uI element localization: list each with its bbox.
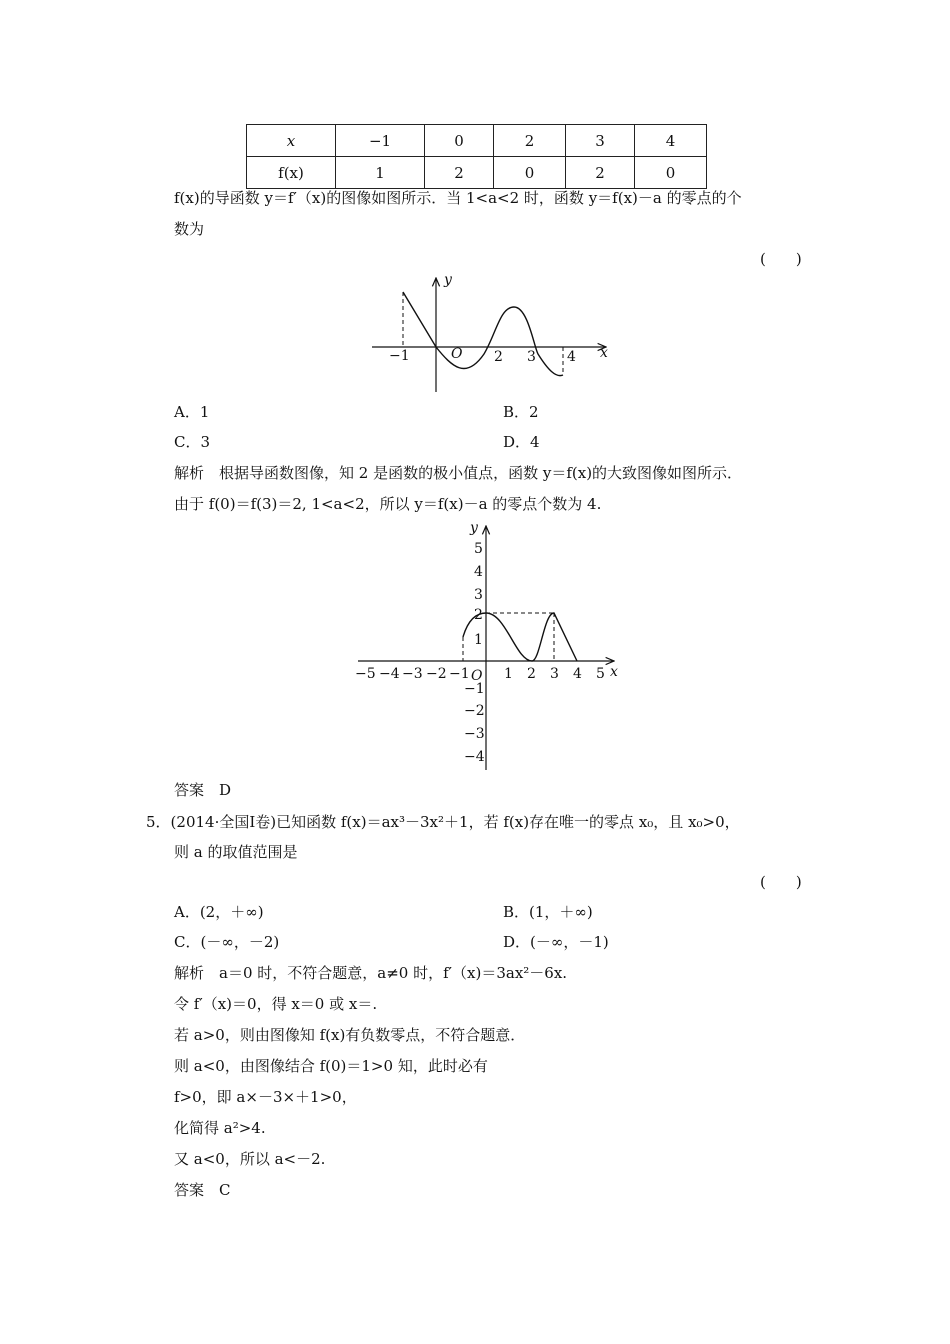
table-cell: 2 <box>425 157 494 189</box>
y-tick-label: −2 <box>464 703 485 719</box>
x-tick-label: 3 <box>550 666 559 682</box>
table-cell: 1 <box>336 157 425 189</box>
origin-label: O <box>451 346 463 362</box>
option-d: D．(－∞，－1) <box>503 933 609 951</box>
table-row <box>247 125 707 157</box>
y-tick-label: 4 <box>474 564 483 580</box>
table-cell: f(x) <box>247 157 336 189</box>
curve <box>403 292 563 376</box>
table-cell: 4 <box>635 125 707 157</box>
option-a: A．1 <box>174 403 210 421</box>
y-tick-label: −4 <box>464 749 485 765</box>
table-cell: 3 <box>566 125 635 157</box>
q4-stem-line2: 数为 <box>174 220 205 238</box>
x-axis-label: x <box>610 664 618 680</box>
table-cell: −1 <box>336 125 425 157</box>
option-c: C．3 <box>174 433 211 451</box>
value-table <box>246 124 707 189</box>
analysis-line: 若 a>0，则由图像知 f(x)有负数零点，不符合题意． <box>174 1026 526 1044</box>
answer-line: 答案 D <box>174 781 232 799</box>
table-cell: 0 <box>425 125 494 157</box>
analysis-line: 解析 根据导函数图像，知 2 是函数的极小值点，函数 y＝f(x)的大致图像如图所示． <box>174 464 743 482</box>
answer-paren: ( ) <box>760 250 802 268</box>
origin-label: O <box>471 668 483 684</box>
table-row <box>247 157 707 189</box>
y-tick-label: −1 <box>464 681 485 697</box>
option-b: B．(1，＋∞) <box>503 903 593 921</box>
q5-stem-line2: 则 a 的取值范围是 <box>174 843 298 861</box>
tick-label: 2 <box>494 349 503 365</box>
y-tick-label: 1 <box>474 632 483 648</box>
x-tick-label: 2 <box>527 666 536 682</box>
option-b: B．2 <box>503 403 539 421</box>
y-tick-label: 3 <box>474 587 483 603</box>
table-cell: 2 <box>566 157 635 189</box>
option-a: A．(2，＋∞) <box>174 903 264 921</box>
tick-label: 4 <box>567 349 576 365</box>
tick-label: −1 <box>389 348 410 364</box>
analysis-line: 由于 f(0)＝f(3)＝2, 1<a<2，所以 y＝f(x)－a 的零点个数为 4. <box>174 495 602 513</box>
q4-stem-line1: f(x)的导函数 y＝f′（x)的图像如图所示．当 1<a<2 时，函数 y＝f(x)－a 的零点的个 <box>174 189 742 207</box>
y-axis-label: y <box>470 520 478 536</box>
analysis-line: 解析 a＝0 时，不符合题意，a≠0 时，f′（x)＝3ax²－6x. <box>174 964 568 982</box>
analysis-line: f>0，即 a×－3×＋1>0， <box>174 1088 357 1106</box>
table-cell: x <box>247 125 336 157</box>
x-tick-label: −3 <box>402 666 423 682</box>
answer-line: 答案 C <box>174 1181 231 1199</box>
function-graph <box>350 520 630 772</box>
x-tick-label: −1 <box>449 666 470 682</box>
x-tick-label: −2 <box>426 666 447 682</box>
tick-label: 3 <box>527 349 536 365</box>
q5-stem-line1: 5．(2014·全国Ⅰ卷)已知函数 f(x)＝ax³－3x²＋1，若 f(x)存在唯一的零点 x₀，且 x₀>0， <box>146 813 740 831</box>
table-cell: 0 <box>494 157 566 189</box>
y-tick-label: 5 <box>474 541 483 557</box>
analysis-line: 又 a<0，所以 a<－2. <box>174 1150 326 1168</box>
analysis-line: 化简得 a²>4. <box>174 1119 266 1137</box>
table-cell: 2 <box>494 125 566 157</box>
option-c: C．(－∞，－2) <box>174 933 280 951</box>
y-tick-label: −3 <box>464 726 485 742</box>
x-tick-label: 4 <box>573 666 582 682</box>
x-tick-label: −5 <box>355 666 376 682</box>
derivative-graph <box>360 270 620 396</box>
analysis-line: 令 f′（x)＝0，得 x＝0 或 x＝. <box>174 995 378 1013</box>
x-tick-label: 5 <box>596 666 605 682</box>
x-axis-label: x <box>600 345 608 361</box>
x-tick-label: 1 <box>504 666 513 682</box>
analysis-line: 则 a<0，由图像结合 f(0)＝1>0 知，此时必有 <box>174 1057 488 1075</box>
table-cell: 0 <box>635 157 707 189</box>
y-tick-label: 2 <box>474 607 483 623</box>
option-d: D．4 <box>503 433 540 451</box>
y-axis-label: y <box>444 272 452 288</box>
answer-paren: ( ) <box>760 873 802 891</box>
x-tick-label: −4 <box>379 666 400 682</box>
